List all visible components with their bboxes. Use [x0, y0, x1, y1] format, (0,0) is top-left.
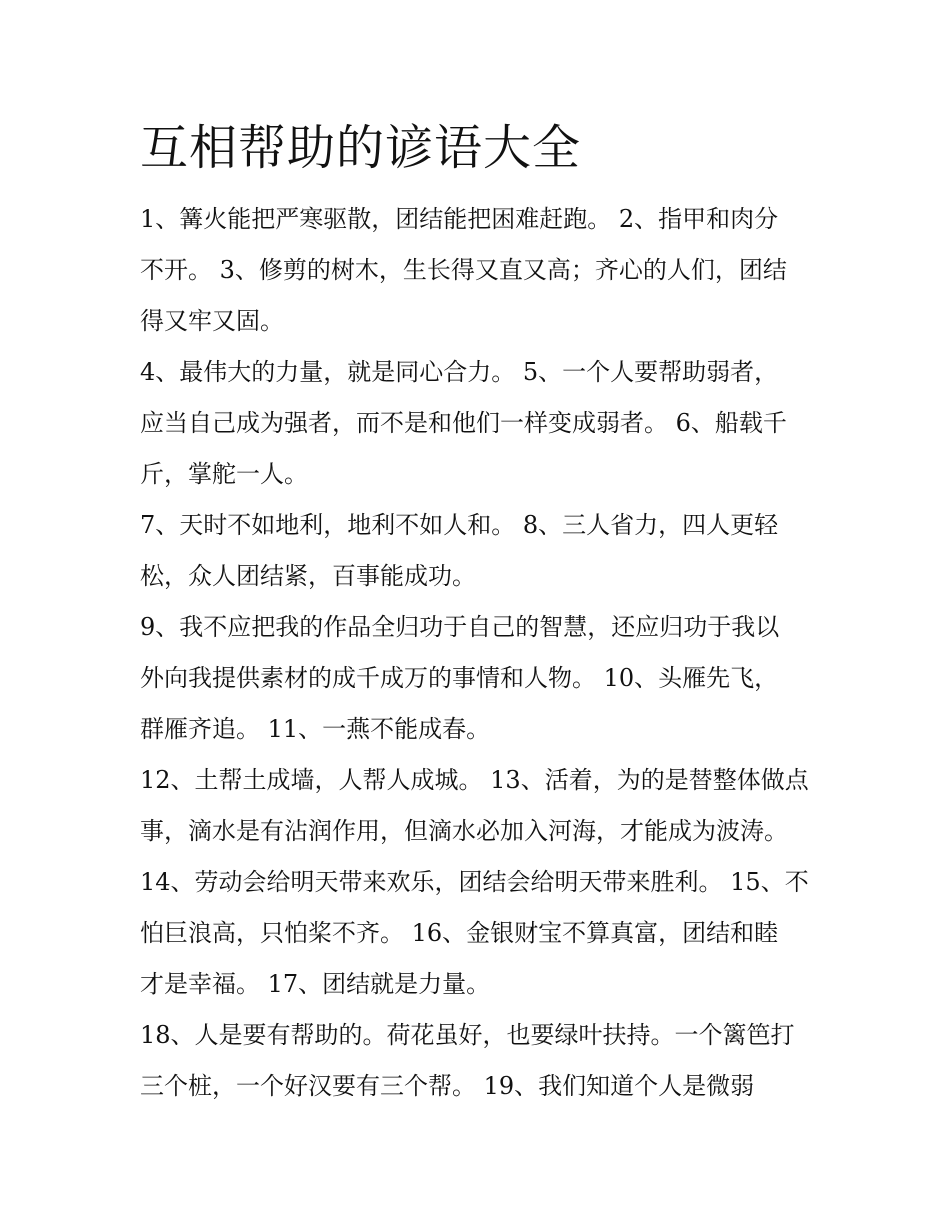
text-line-14: 14、劳动会给明天带来欢乐，团结会给明天带来胜利。 15、不	[140, 868, 809, 896]
text-line-7: 7、天时不如地利，地利不如人和。 8、三人省力，四人更轻	[140, 511, 779, 539]
text-line-9: 9、我不应把我的作品全归功于自己的智慧，还应归功于我以	[140, 613, 780, 641]
text-line-10: 外向我提供素材的成千成万的事情和人物。 10、头雁先飞，	[140, 664, 779, 692]
text-line-12: 12、土帮土成墙，人帮人成城。 13、活着，为的是替整体做点	[140, 766, 809, 794]
text-line-6: 斤，掌舵一人。	[140, 460, 308, 488]
document-body	[140, 194, 820, 1112]
text-line-5: 应当自己成为强者，而不是和他们一样变成弱者。 6、船载千	[140, 409, 787, 437]
text-line-8: 松，众人团结紧，百事能成功。	[140, 562, 476, 590]
text-line-15: 怕巨浪高，只怕桨不齐。 16、金银财宝不算真富，团结和睦	[140, 919, 779, 947]
text-line-2: 不开。 3、修剪的树木，生长得又直又高；齐心的人们，团结	[140, 256, 787, 284]
text-line-18: 三个桩，一个好汉要有三个帮。 19、我们知道个人是微弱	[140, 1072, 755, 1100]
text-line-13: 事，滴水是有沾润作用，但滴水必加入河海，才能成为波涛。	[140, 817, 788, 845]
text-line-3: 得又牢又固。	[140, 307, 284, 335]
document-title: 互相帮助的谚语大全	[140, 120, 582, 176]
text-line-16: 才是幸福。 17、团结就是力量。	[140, 970, 491, 998]
text-line-11: 群雁齐追。 11、一燕不能成春。	[140, 715, 491, 743]
text-line-1: 1、篝火能把严寒驱散，团结能把困难赶跑。 2、指甲和肉分	[140, 205, 779, 233]
text-line-17: 18、人是要有帮助的。荷花虽好，也要绿叶扶持。一个篱笆打	[140, 1021, 795, 1049]
text-line-4: 4、最伟大的力量，就是同心合力。 5、一个人要帮助弱者，	[140, 358, 779, 386]
